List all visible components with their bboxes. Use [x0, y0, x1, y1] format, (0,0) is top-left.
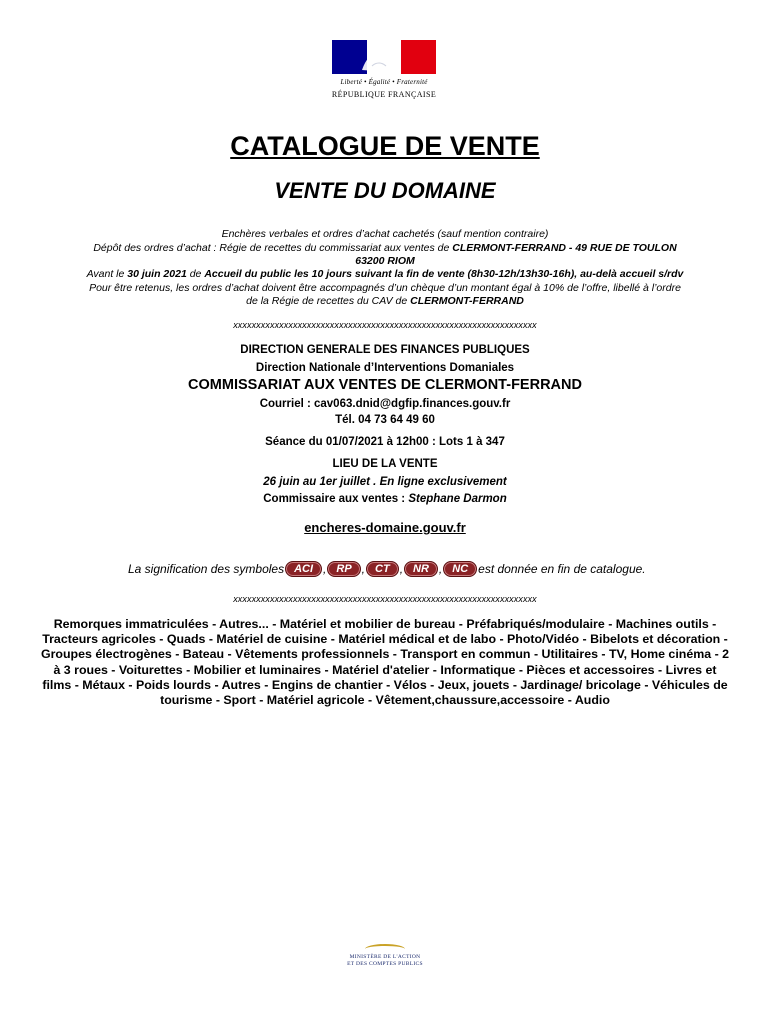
separator-1: xxxxxxxxxxxxxxxxxxxxxxxxxxxxxxxxxxxxxxxxxxxxxxxxxxxxxxxxxxxxxxxxxx — [233, 320, 537, 330]
email-label: Courriel : cav063.dnid@dgfip.finances.gouv.fr — [259, 398, 511, 410]
motto: Liberté • Égalité • Fraternité — [340, 78, 428, 86]
republique-francaise-label: RÉPUBLIQUE FRANÇAISE — [331, 90, 437, 99]
info-line-2: Dépôt des ordres d’achat : Régie de recettes du commissariat aux ventes de CLERMONT-FERRAND - 49 RUE DE TOULON — [93, 242, 677, 254]
seance-label: Séance du 01/07/2021 à 12h00 : Lots 1 à 347 — [265, 436, 505, 448]
dgfip-label: DIRECTION GENERALE DES FINANCES PUBLIQUES — [240, 344, 530, 356]
info-line-6: de la Régie de recettes du CAV de CLERMONT-FERRAND — [246, 295, 524, 307]
symbol-badge-rp: RP — [327, 561, 360, 577]
symbol-badge-nr: NR — [404, 561, 438, 577]
info-line-1: Enchères verbales et ordres d’achat cachetés (sauf mention contraire) — [221, 228, 549, 240]
symbols-text-after: est donnée en fin de catalogue. — [478, 562, 646, 576]
ministry-line-1: MINISTÈRE DE L'ACTION — [349, 954, 421, 960]
ministry-line-2: ET DES COMPTES PUBLICS — [347, 961, 423, 967]
page-subtitle: VENTE DU DOMAINE — [274, 178, 496, 203]
separator-2: xxxxxxxxxxxxxxxxxxxxxxxxxxxxxxxxxxxxxxxxxxxxxxxxxxxxxxxxxxxxxxxxxx — [233, 594, 537, 604]
symbols-text-before: La signification des symboles — [128, 562, 285, 576]
lieu-value: 26 juin au 1er juillet . En ligne exclusivement — [263, 476, 507, 488]
website-link[interactable]: encheres-domaine.gouv.fr — [304, 520, 466, 535]
phone-label: Tél. 04 73 64 49 60 — [335, 414, 435, 426]
symbols-line: La signification des symboles ACI , RP , CT , NR , NC est donnée en fin de catalogue. — [128, 562, 646, 576]
symbol-badge-ct: CT — [366, 561, 399, 577]
info-line-3: 63200 RIOM — [355, 255, 415, 267]
tricolor-flag-icon — [332, 40, 436, 74]
commissariat-label: COMMISSARIAT AUX VENTES DE CLERMONT-FERRAND — [188, 377, 582, 393]
page-title: CATALOGUE DE VENTE — [230, 131, 540, 161]
info-line-4: Avant le 30 juin 2021 de Accueil du public les 10 jours suivant la fin de vente (8h30-12h/13h30-16h), au-delà accueil s/rdv — [86, 268, 684, 280]
commissaire-line: Commissaire aux ventes : Stephane Darmon — [263, 493, 507, 505]
ministry-arc-icon — [365, 944, 405, 954]
ministry-logo — [335, 944, 435, 968]
dnid-label: Direction Nationale d’Interventions Domaniales — [255, 362, 515, 374]
info-line-5: Pour être retenus, les ordres d’achat doivent être accompagnés d’un chèque d’un montant égal à 10% de l’offre, libellé à l’ordre — [89, 282, 681, 294]
lieu-label: LIEU DE LA VENTE — [332, 458, 438, 470]
symbol-badge-aci: ACI — [285, 561, 322, 577]
republique-francaise-logo — [330, 40, 438, 99]
symbol-badge-nc: NC — [443, 561, 477, 577]
categories-list: Remorques immatriculées - Autres... - Matériel et mobilier de bureau - Préfabriqués/modulaire - Machines outils - Tracteurs agricoles - Quads - Matériel de cuisine - Matériel médical et de labo - Photo/Vidéo - Bibelots et décoration - Groupes électrogènes - Bateau - Vêtements professionnels - Transport en commun - Utilitaires - TV, Home cinéma - 2 à 3 roues - Voiturettes - Mobilier et luminaires - Matériel d'atelier - Informatique - Pièces et accessoires - Livres et films - Métaux - Poids lourds - Autres - Engins de chantier - Vélos - Jeux, jouets - Jardinage/ bricolage - Véhicules de tourisme - Sport - Matériel agricole - Vêtement,chaussure,accessoire - Audio — [40, 617, 730, 708]
